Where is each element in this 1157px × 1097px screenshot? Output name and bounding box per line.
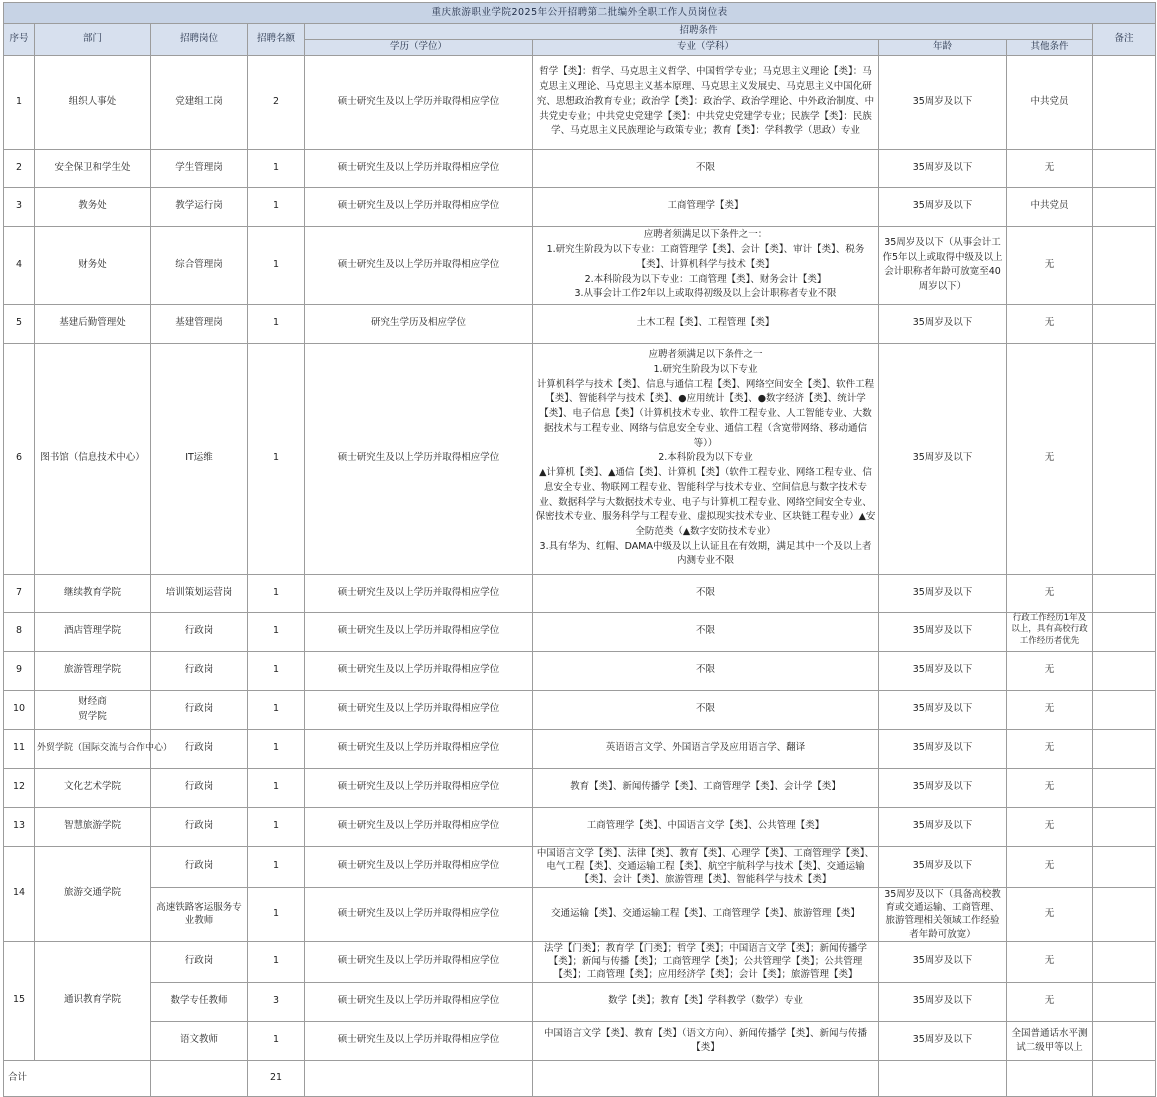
- cell-education: 硕士研究生及以上学历并取得相应学位: [305, 846, 533, 887]
- cell-remark: [1093, 651, 1156, 690]
- cell-major: 教育【类】、新闻传播学【类】、工商管理学【类】、会计学【类】: [533, 768, 879, 807]
- table-row: [4, 982, 1156, 1021]
- total-count: 21: [248, 1060, 305, 1096]
- cell-post: 行政岗: [151, 612, 248, 651]
- total-empty: [305, 1060, 533, 1096]
- cell-age: 35周岁及以下: [879, 729, 1007, 768]
- cell-count: 1: [248, 690, 305, 729]
- header-major: 专业（学科）: [533, 40, 879, 56]
- cell-other: 无: [1007, 304, 1093, 343]
- cell-major: 中国语言文学【类】、法律【类】、教育【类】、心理学【类】、工商管理学【类】、电气工程【类】、交通运输工程【类】、航空宇航科学与技术【类】、交通运输【类】、会计【类】、旅游管理【类】、智能科学与技术【类】: [533, 846, 879, 887]
- cell-count: 1: [248, 187, 305, 226]
- cell-seq: 14: [4, 846, 35, 941]
- cell-remark: [1093, 343, 1156, 574]
- cell-major: 应聘者须满足以下条件之一： 1.研究生阶段为以下专业：工商管理学【类】、会计【类】、审计【类】、税务【类】、计算机科学与技术【类】 2.本科阶段为以下专业：工商管理【类】、财务会计【类】 3.从事会计工作2年以上或取得初级及以上会计职称者专业不限: [533, 226, 879, 304]
- table-row: [4, 768, 1156, 807]
- cell-post: 行政岗: [151, 941, 248, 982]
- cell-major: 法学【门类】；教育学【门类】；哲学【类】；中国语言文学【类】；新闻传播学【类】；新闻与传播【类】；工商管理学【类】；公共管理学【类】；公共管理【类】；工商管理【类】；应用经济学【类】；会计【类】；旅游管理【类】: [533, 941, 879, 982]
- cell-education: 硕士研究生及以上学历并取得相应学位: [305, 226, 533, 304]
- cell-age: 35周岁及以下: [879, 982, 1007, 1021]
- cell-age: 35周岁及以下: [879, 846, 1007, 887]
- cell-dept: 外贸学院（国际交流与合作中心）: [35, 729, 151, 768]
- cell-remark: [1093, 612, 1156, 651]
- table-row: [4, 807, 1156, 846]
- cell-dept: 财经商 贸学院: [35, 690, 151, 729]
- cell-post: 行政岗: [151, 846, 248, 887]
- cell-seq: 3: [4, 187, 35, 226]
- cell-post: 数学专任教师: [151, 982, 248, 1021]
- cell-dept: 通识教育学院: [35, 941, 151, 1060]
- cell-remark: [1093, 887, 1156, 941]
- table-row: [4, 887, 1156, 941]
- cell-age: 35周岁及以下: [879, 690, 1007, 729]
- cell-major: 英语语言文学、外国语言学及应用语言学、翻译: [533, 729, 879, 768]
- cell-count: 1: [248, 887, 305, 941]
- cell-count: 1: [248, 807, 305, 846]
- cell-major: 数学【类】；教育【类】学科教学（数学）专业: [533, 982, 879, 1021]
- cell-count: 1: [248, 941, 305, 982]
- header-conditions: 招聘条件: [305, 24, 1093, 40]
- cell-remark: [1093, 729, 1156, 768]
- cell-post: 学生管理岗: [151, 149, 248, 187]
- cell-age: 35周岁及以下（从事会计工作5年以上或取得中级及以上会计职称者年龄可放宽至40周岁以下）: [879, 226, 1007, 304]
- cell-remark: [1093, 304, 1156, 343]
- cell-remark: [1093, 574, 1156, 612]
- cell-education: 硕士研究生及以上学历并取得相应学位: [305, 574, 533, 612]
- cell-post: 综合管理岗: [151, 226, 248, 304]
- table-row: [4, 149, 1156, 187]
- cell-post: 语文教师: [151, 1021, 248, 1060]
- cell-count: 1: [248, 612, 305, 651]
- cell-count: 1: [248, 846, 305, 887]
- header-remark: 备注: [1093, 24, 1156, 56]
- cell-other: 无: [1007, 574, 1093, 612]
- cell-major: 交通运输【类】、交通运输工程【类】、工商管理学【类】、旅游管理【类】: [533, 887, 879, 941]
- cell-post: 行政岗: [151, 729, 248, 768]
- cell-education: 硕士研究生及以上学历并取得相应学位: [305, 807, 533, 846]
- cell-remark: [1093, 1021, 1156, 1060]
- cell-remark: [1093, 226, 1156, 304]
- cell-education: 硕士研究生及以上学历并取得相应学位: [305, 149, 533, 187]
- cell-other: 无: [1007, 149, 1093, 187]
- cell-remark: [1093, 846, 1156, 887]
- cell-count: 1: [248, 226, 305, 304]
- cell-education: 硕士研究生及以上学历并取得相应学位: [305, 343, 533, 574]
- cell-other: 无: [1007, 226, 1093, 304]
- cell-other: 无: [1007, 807, 1093, 846]
- cell-age: 35周岁及以下: [879, 343, 1007, 574]
- cell-remark: [1093, 187, 1156, 226]
- cell-seq: 5: [4, 304, 35, 343]
- cell-major: 不限: [533, 612, 879, 651]
- cell-major: 工商管理学【类】、中国语言文学【类】、公共管理【类】: [533, 807, 879, 846]
- recruitment-table: [3, 2, 1156, 1097]
- cell-education: 硕士研究生及以上学历并取得相应学位: [305, 887, 533, 941]
- cell-education: 硕士研究生及以上学历并取得相应学位: [305, 612, 533, 651]
- cell-education: 硕士研究生及以上学历并取得相应学位: [305, 729, 533, 768]
- cell-count: 3: [248, 982, 305, 1021]
- header-other: 其他条件: [1007, 40, 1093, 56]
- table-title: 重庆旅游职业学院2025年公开招聘第二批编外全职工作人员岗位表: [4, 3, 1156, 24]
- cell-dept: 旅游交通学院: [35, 846, 151, 941]
- cell-other: 无: [1007, 690, 1093, 729]
- cell-age: 35周岁及以下（具备高校教育或交通运输、工商管理、旅游管理相关领域工作经验者年龄可放宽）: [879, 887, 1007, 941]
- cell-education: 硕士研究生及以上学历并取得相应学位: [305, 187, 533, 226]
- cell-seq: 1: [4, 55, 35, 149]
- cell-remark: [1093, 149, 1156, 187]
- total-empty: [533, 1060, 879, 1096]
- cell-post: 基建管理岗: [151, 304, 248, 343]
- total-empty: [1007, 1060, 1093, 1096]
- table-row: [4, 226, 1156, 304]
- header-seq: 序号: [4, 24, 35, 56]
- cell-education: 研究生学历及相应学位: [305, 304, 533, 343]
- cell-major: 哲学【类】：哲学、马克思主义哲学、中国哲学专业；马克思主义理论【类】：马克思主义理论、马克思主义基本原理、马克思主义发展史、马克思主义中国化研究、思想政治教育专业；政治学【类】：政治学、政治学理论、中外政治制度、中共党史专业；中共党史党建学【类】：中共党史党建学专业；民族学【类】：民族学、马克思主义民族理论与政策专业；教育【类】：学科教学（思政）专业: [533, 55, 879, 149]
- cell-seq: 6: [4, 343, 35, 574]
- cell-major: 工商管理学【类】: [533, 187, 879, 226]
- cell-count: 1: [248, 574, 305, 612]
- cell-other: 无: [1007, 846, 1093, 887]
- cell-dept: 教务处: [35, 187, 151, 226]
- cell-dept: 组织人事处: [35, 55, 151, 149]
- table-row: [4, 941, 1156, 982]
- cell-seq: 13: [4, 807, 35, 846]
- cell-post: 行政岗: [151, 807, 248, 846]
- cell-age: 35周岁及以下: [879, 612, 1007, 651]
- total-label: 合计: [4, 1060, 151, 1096]
- cell-major: 不限: [533, 574, 879, 612]
- cell-major: 不限: [533, 690, 879, 729]
- cell-age: 35周岁及以下: [879, 304, 1007, 343]
- cell-seq: 11: [4, 729, 35, 768]
- cell-post: 行政岗: [151, 690, 248, 729]
- cell-other: 中共党员: [1007, 187, 1093, 226]
- cell-other: 无: [1007, 343, 1093, 574]
- cell-age: 35周岁及以下: [879, 149, 1007, 187]
- table-row: [4, 304, 1156, 343]
- header-age: 年龄: [879, 40, 1007, 56]
- cell-dept: 继续教育学院: [35, 574, 151, 612]
- cell-dept: 安全保卫和学生处: [35, 149, 151, 187]
- cell-post: 高速铁路客运服务专业教师: [151, 887, 248, 941]
- cell-seq: 12: [4, 768, 35, 807]
- cell-dept: 文化艺术学院: [35, 768, 151, 807]
- table-row: [4, 690, 1156, 729]
- cell-major: 不限: [533, 149, 879, 187]
- cell-other: 全国普通话水平测试二级甲等以上: [1007, 1021, 1093, 1060]
- header-dept: 部门: [35, 24, 151, 56]
- cell-count: 1: [248, 343, 305, 574]
- header-post: 招聘岗位: [151, 24, 248, 56]
- cell-age: 35周岁及以下: [879, 941, 1007, 982]
- cell-remark: [1093, 768, 1156, 807]
- cell-count: 1: [248, 304, 305, 343]
- cell-remark: [1093, 941, 1156, 982]
- cell-major: 中国语言文学【类】、教育【类】（语文方向）、新闻传播学【类】、新闻与传播【类】: [533, 1021, 879, 1060]
- cell-education: 硕士研究生及以上学历并取得相应学位: [305, 982, 533, 1021]
- table-row: [4, 651, 1156, 690]
- cell-count: 1: [248, 768, 305, 807]
- total-empty: [879, 1060, 1007, 1096]
- cell-seq: 8: [4, 612, 35, 651]
- table-row: [4, 1021, 1156, 1060]
- cell-remark: [1093, 982, 1156, 1021]
- cell-major: 应聘者须满足以下条件之一 1.研究生阶段为以下专业 计算机科学与技术【类】、信息与通信工程【类】、网络空间安全【类】、软件工程【类】、智能科学与技术【类】、●应用统计【类】、●数字经济【类】、统计学【类】、电子信息【类】（计算机技术专业、软件工程专业、人工智能专业、大数据技术与工程专业、网络与信息安全专业、通信工程（含宽带网络、移动通信等）） 2.本科阶段为以下专业 ▲计算机【类】、▲通信【类】、计算机【类】（软件工程专业、网络工程专业、信息安全专业、物联网工程专业、智能科学与技术专业、空间信息与数字技术专业、数据科学与大数据技术专业、电子与计算机工程专业、网络空间安全专业、保密技术专业、服务科学与工程专业、虚拟现实技术专业、区块链工程专业）▲安全防范类（▲数字安防技术专业） 3.具有华为、红帽、DAMA中级及以上认证且在有效期，满足其中一个及以上者内测专业不限: [533, 343, 879, 574]
- cell-count: 1: [248, 651, 305, 690]
- cell-dept: 财务处: [35, 226, 151, 304]
- cell-count: 2: [248, 55, 305, 149]
- cell-other: 无: [1007, 768, 1093, 807]
- cell-education: 硕士研究生及以上学历并取得相应学位: [305, 768, 533, 807]
- cell-education: 硕士研究生及以上学历并取得相应学位: [305, 941, 533, 982]
- cell-major: 不限: [533, 651, 879, 690]
- cell-education: 硕士研究生及以上学历并取得相应学位: [305, 1021, 533, 1060]
- cell-post: 教学运行岗: [151, 187, 248, 226]
- cell-post: 行政岗: [151, 768, 248, 807]
- table-row: [4, 343, 1156, 574]
- cell-other: 无: [1007, 729, 1093, 768]
- cell-age: 35周岁及以下: [879, 1021, 1007, 1060]
- cell-count: 1: [248, 1021, 305, 1060]
- cell-seq: 9: [4, 651, 35, 690]
- table-row: [4, 612, 1156, 651]
- table-row: [4, 187, 1156, 226]
- cell-post: 行政岗: [151, 651, 248, 690]
- header-education: 学历（学位）: [305, 40, 533, 56]
- cell-dept: 旅游管理学院: [35, 651, 151, 690]
- cell-other: 无: [1007, 982, 1093, 1021]
- cell-post: IT运维: [151, 343, 248, 574]
- cell-remark: [1093, 690, 1156, 729]
- table-row: [4, 574, 1156, 612]
- cell-remark: [1093, 55, 1156, 149]
- cell-age: 35周岁及以下: [879, 807, 1007, 846]
- cell-dept: 基建后勤管理处: [35, 304, 151, 343]
- total-empty: [1093, 1060, 1156, 1096]
- cell-seq: 2: [4, 149, 35, 187]
- cell-seq: 10: [4, 690, 35, 729]
- cell-major: 土木工程【类】、工程管理【类】: [533, 304, 879, 343]
- cell-age: 35周岁及以下: [879, 651, 1007, 690]
- cell-age: 35周岁及以下: [879, 187, 1007, 226]
- cell-count: 1: [248, 149, 305, 187]
- cell-age: 35周岁及以下: [879, 574, 1007, 612]
- cell-seq: 15: [4, 941, 35, 1060]
- table-row: [4, 729, 1156, 768]
- cell-education: 硕士研究生及以上学历并取得相应学位: [305, 651, 533, 690]
- cell-seq: 7: [4, 574, 35, 612]
- cell-age: 35周岁及以下: [879, 55, 1007, 149]
- cell-dept: 图书馆（信息技术中心）: [35, 343, 151, 574]
- cell-education: 硕士研究生及以上学历并取得相应学位: [305, 55, 533, 149]
- cell-other: 行政工作经历1年及以上，具有高校行政工作经历者优先: [1007, 612, 1093, 651]
- cell-post: 培训策划运营岗: [151, 574, 248, 612]
- cell-other: 无: [1007, 941, 1093, 982]
- cell-dept: 酒店管理学院: [35, 612, 151, 651]
- cell-remark: [1093, 807, 1156, 846]
- cell-education: 硕士研究生及以上学历并取得相应学位: [305, 690, 533, 729]
- cell-other: 中共党员: [1007, 55, 1093, 149]
- total-row: [4, 1060, 1156, 1096]
- cell-other: 无: [1007, 887, 1093, 941]
- cell-other: 无: [1007, 651, 1093, 690]
- table-row: [4, 55, 1156, 149]
- cell-dept: 智慧旅游学院: [35, 807, 151, 846]
- cell-count: 1: [248, 729, 305, 768]
- cell-seq: 4: [4, 226, 35, 304]
- cell-age: 35周岁及以下: [879, 768, 1007, 807]
- table-row: [4, 846, 1156, 887]
- header-count: 招聘名额: [248, 24, 305, 56]
- cell-post: 党建组工岗: [151, 55, 248, 149]
- total-empty: [151, 1060, 248, 1096]
